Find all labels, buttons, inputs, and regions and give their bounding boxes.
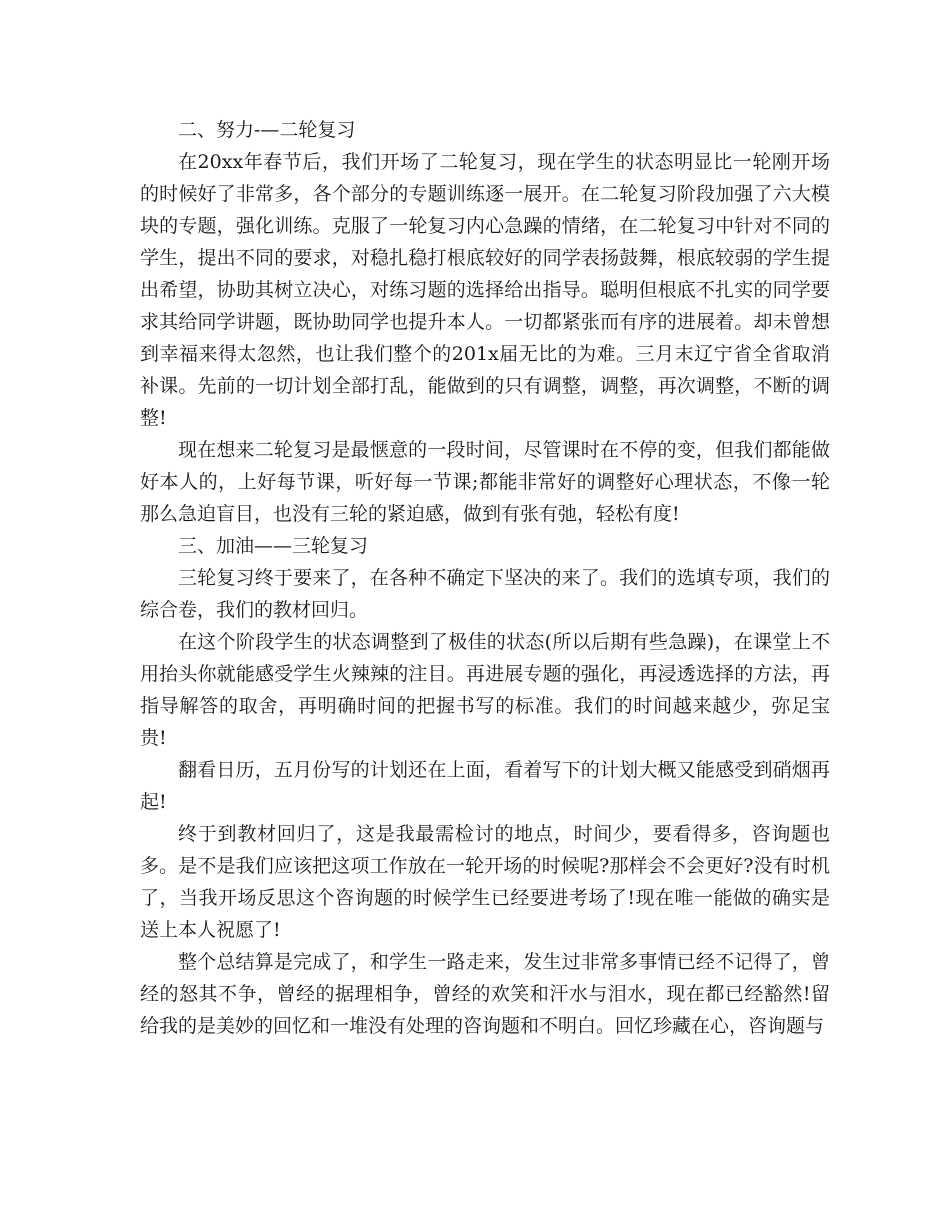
- document-body: [140, 114, 830, 1042]
- paragraph: 终于到教材回归了，这是我最需检讨的地点，时间少，要看得多，咨询题也多。是不是我们应该把这项工作放在一轮开场的时候呢?那样会不会更好?没有时机了，当我开场反思这个咨询题的时候学生已经要进考场了!现在唯一能做的确实是送上本人祝愿了!: [140, 823, 830, 941]
- section-heading-2: 二、努力-—二轮复习: [178, 119, 356, 141]
- paragraph: 翻看日历，五月份写的计划还在上面，看着写下的计划大概又能感受到硝烟再起!: [140, 759, 830, 813]
- paragraph: 在20xx年春节后，我们开场了二轮复习，现在学生的状态明显比一轮刚开场的时候好了非常多，各个部分的专题训练逐一展开。在二轮复习阶段加强了六大模块的专题，强化训练。克服了一轮复习内心急躁的情绪，在二轮复习中针对不同的学生，提出不同的要求，对稳扎稳打根底较好的同学表扬鼓舞，根底较弱的学生提出希望，协助其树立决心，对练习题的选择给出指导。聪明但根底不扎实的同学要求其给同学讲题，既协助同学也提升本人。一切都紧张而有序的进展着。却未曾想到幸福来得太忽然，也让我们整个的201x届无比的为难。三月末辽宁省全省取消补课。先前的一切计划全部打乱，能做到的只有调整，调整，再次调整，不断的调整!: [140, 151, 830, 429]
- section-heading-3: 三、加油——三轮复习: [178, 535, 369, 557]
- paragraph: 整个总结算是完成了，和学生一路走来，发生过非常多事情已经不记得了，曾经的怒其不争，曾经的据理相争，曾经的欢笑和汗水与泪水，现在都已经豁然!留给我的是美妙的回忆和一堆没有处理的咨询题和不明白。回忆珍藏在心，咨询题与: [140, 951, 830, 1037]
- paragraph: 三轮复习终于要来了，在各种不确定下坚决的来了。我们的选填专项，我们的综合卷，我们的教材回归。: [140, 567, 830, 621]
- paragraph: 现在想来二轮复习是最惬意的一段时间，尽管课时在不停的变，但我们都能做好本人的，上好每节课，听好每一节课;都能非常好的调整好心理状态，不像一轮那么急迫盲目，也没有三轮的紧迫感，做到有张有弛，轻松有度!: [140, 439, 830, 525]
- paragraph: 在这个阶段学生的状态调整到了极佳的状态(所以后期有些急躁)，在课堂上不用抬头你就能感受学生火辣辣的注目。再进展专题的强化，再浸透选择的方法，再指导解答的取舍，再明确时间的把握书写的标准。我们的时间越来越少，弥足宝贵!: [140, 631, 830, 749]
